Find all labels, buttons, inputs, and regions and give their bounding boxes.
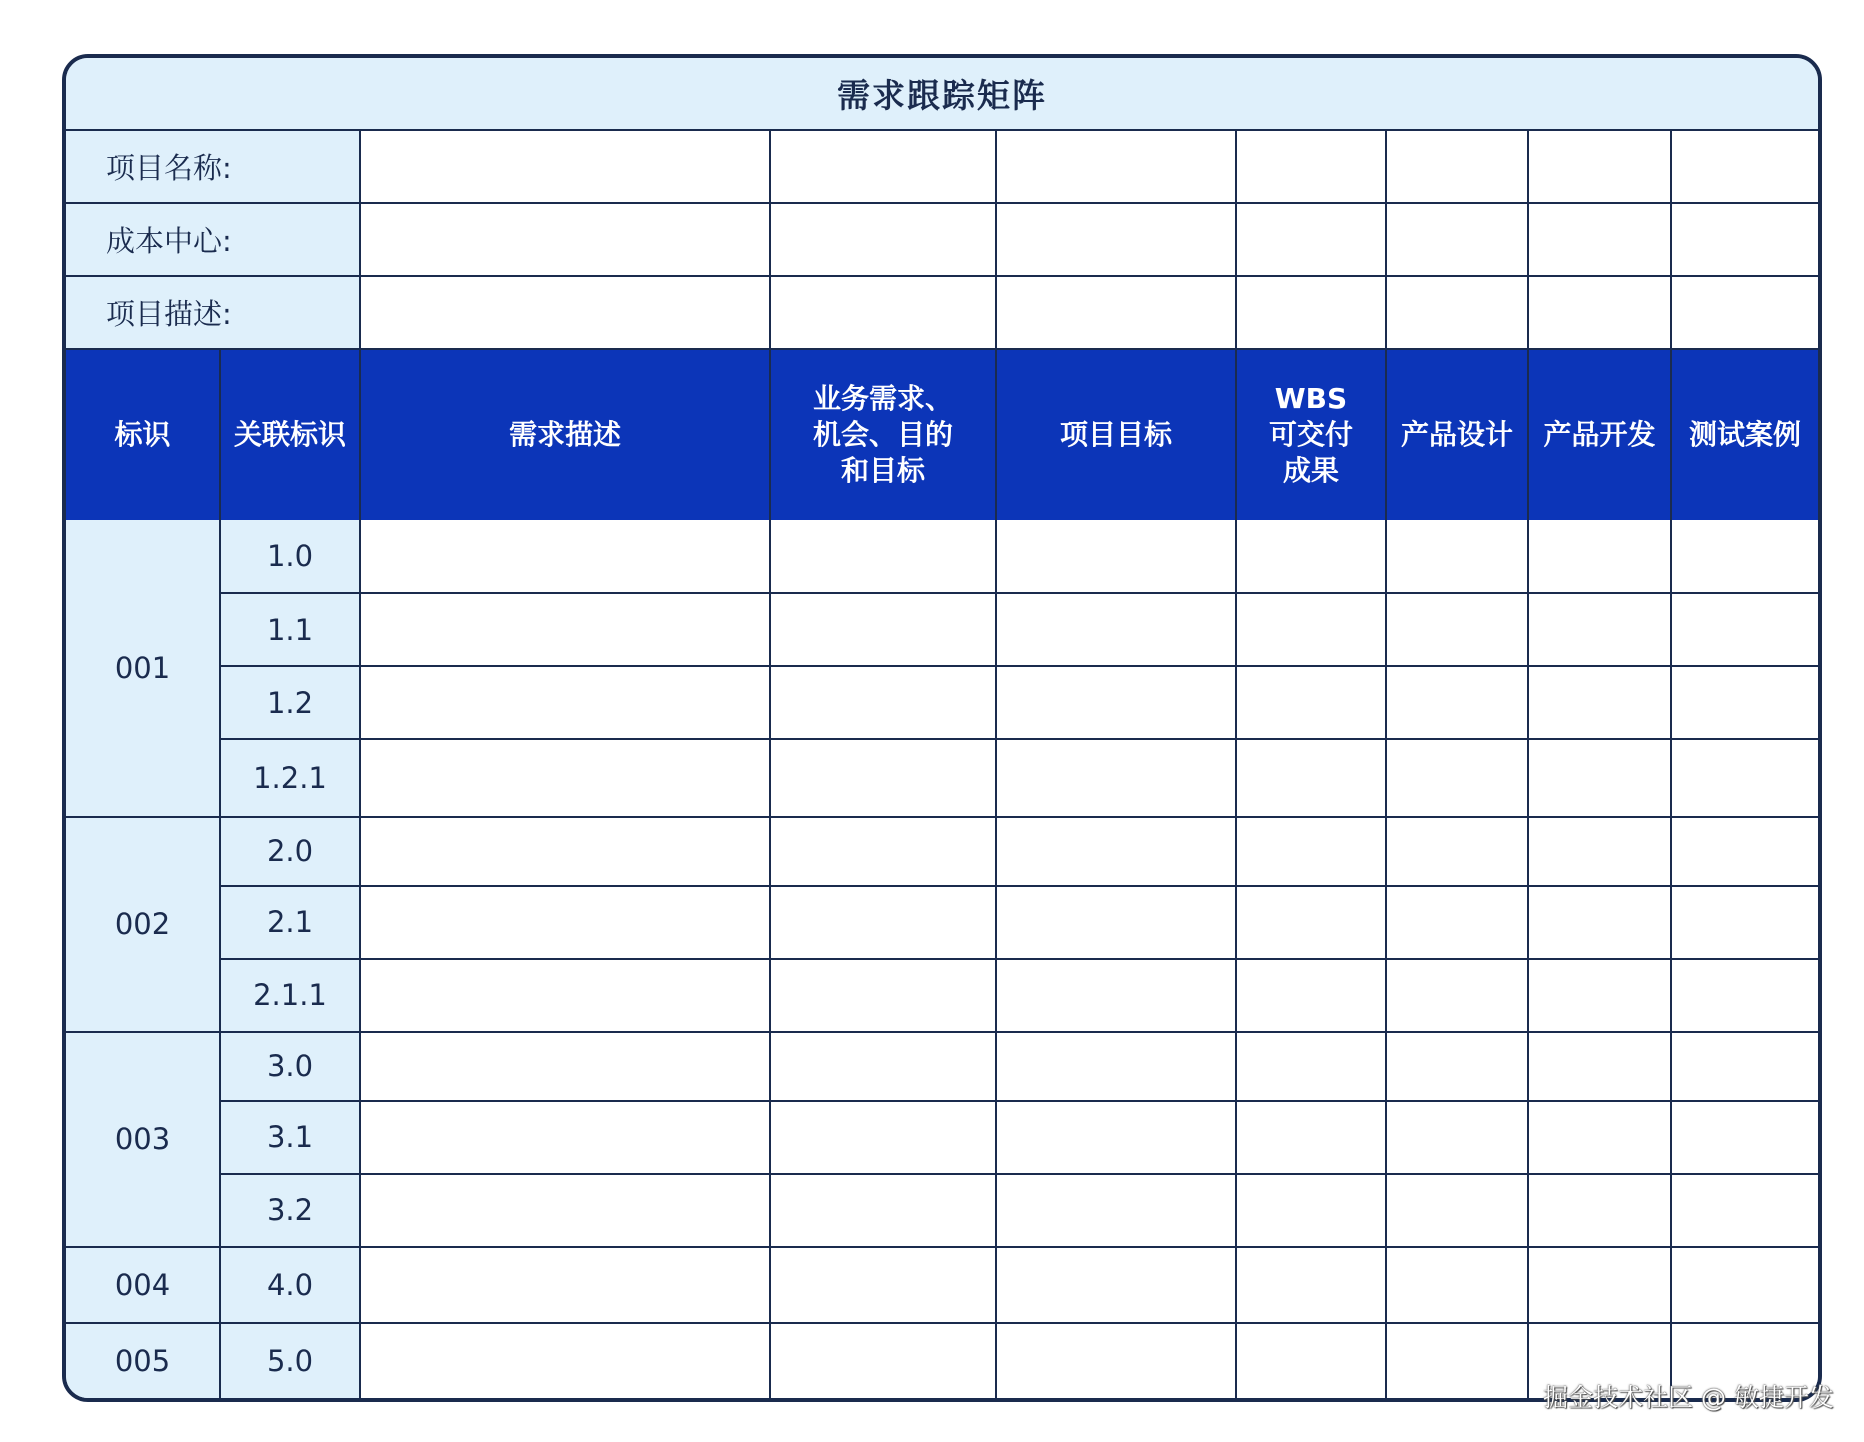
table-cell[interactable] (1236, 1174, 1386, 1247)
table-cell[interactable] (1386, 666, 1528, 739)
table-cell[interactable] (996, 593, 1236, 666)
table-cell[interactable] (1386, 593, 1528, 666)
table-cell[interactable] (1236, 1247, 1386, 1323)
meta-value-cell[interactable] (1386, 203, 1528, 276)
related-id: 2.0 (220, 817, 360, 886)
table-cell[interactable] (996, 1323, 1236, 1398)
table-row (66, 1101, 1818, 1174)
header-requirement-description: 需求描述 (360, 349, 770, 520)
table-cell[interactable] (770, 1032, 996, 1101)
table-row (66, 817, 1818, 886)
table-cell[interactable] (1671, 959, 1818, 1032)
header-business-need-line: 业务需求、 (812, 382, 953, 416)
table-cell[interactable] (1528, 593, 1671, 666)
table-cell[interactable] (1671, 1101, 1818, 1174)
table-row (66, 1247, 1818, 1323)
table-cell[interactable] (1671, 886, 1818, 959)
related-id: 2.1.1 (220, 959, 360, 1032)
table-cell[interactable] (360, 817, 770, 886)
table-cell[interactable] (1528, 959, 1671, 1032)
table-cell[interactable] (1236, 1032, 1386, 1101)
header-wbs-deliverables (1236, 349, 1386, 520)
table-cell[interactable] (1386, 520, 1528, 593)
meta-row-project-name (66, 130, 1818, 203)
meta-value-cell[interactable] (1671, 276, 1818, 349)
meta-row-cost-center (66, 203, 1818, 276)
table-cell[interactable] (1671, 666, 1818, 739)
table-cell[interactable] (996, 1032, 1236, 1101)
table-cell[interactable] (360, 1101, 770, 1174)
meta-value-cell[interactable] (1386, 130, 1528, 203)
table-cell[interactable] (770, 1101, 996, 1174)
watermark: 掘金技术社区 @ 敏捷开发 (1543, 1383, 1834, 1412)
table-cell[interactable] (996, 520, 1236, 593)
meta-value-cell[interactable] (770, 276, 996, 349)
table-cell[interactable] (1671, 1247, 1818, 1323)
related-id: 1.0 (220, 520, 360, 593)
meta-value-cell[interactable] (1528, 276, 1671, 349)
meta-value-cell[interactable] (1528, 203, 1671, 276)
table-cell[interactable] (770, 1323, 996, 1398)
table-cell[interactable] (360, 1323, 770, 1398)
meta-value-cell[interactable] (360, 203, 770, 276)
header-wbs-line: 可交付 (1268, 418, 1353, 452)
table-cell[interactable] (770, 817, 996, 886)
meta-value-cell[interactable] (996, 276, 1236, 349)
table-cell[interactable] (360, 959, 770, 1032)
table-cell[interactable] (1528, 520, 1671, 593)
header-test-cases: 测试案例 (1671, 349, 1818, 520)
requirement-id: 001 (66, 520, 220, 816)
related-id: 1.2 (220, 666, 360, 739)
table-cell[interactable] (1386, 1247, 1528, 1323)
table-cell[interactable] (1236, 520, 1386, 593)
table-cell[interactable] (1236, 593, 1386, 666)
related-id: 4.0 (220, 1247, 360, 1323)
requirements-traceability-matrix (62, 54, 1822, 1402)
table-cell[interactable] (1386, 1101, 1528, 1174)
related-id: 3.1 (220, 1101, 360, 1174)
table-cell[interactable] (360, 666, 770, 739)
meta-value-cell[interactable] (360, 276, 770, 349)
requirement-id: 003 (66, 1032, 220, 1247)
table-cell[interactable] (1236, 817, 1386, 886)
table-cell[interactable] (1528, 739, 1671, 816)
table-cell[interactable] (1528, 1247, 1671, 1323)
meta-value-cell[interactable] (1386, 276, 1528, 349)
meta-value-cell[interactable] (1236, 276, 1386, 349)
related-id: 3.0 (220, 1032, 360, 1101)
related-id: 2.1 (220, 886, 360, 959)
table-cell[interactable] (1671, 817, 1818, 886)
table-cell[interactable] (1671, 1032, 1818, 1101)
meta-value-cell[interactable] (1236, 130, 1386, 203)
table-cell[interactable] (360, 739, 770, 816)
table-cell[interactable] (1386, 959, 1528, 1032)
table-cell[interactable] (1386, 1323, 1528, 1398)
meta-label-cost-center: 成本中心: (66, 203, 360, 276)
related-id: 3.2 (220, 1174, 360, 1247)
table-cell[interactable] (770, 959, 996, 1032)
table-cell[interactable] (1236, 739, 1386, 816)
table-cell[interactable] (996, 1247, 1236, 1323)
meta-label-project-name: 项目名称: (66, 130, 360, 203)
table-cell[interactable] (360, 1032, 770, 1101)
table-row (66, 739, 1818, 816)
table-cell[interactable] (996, 959, 1236, 1032)
header-product-design: 产品设计 (1386, 349, 1528, 520)
table-row (66, 1032, 1818, 1101)
table-cell[interactable] (1386, 1174, 1528, 1247)
table-cell[interactable] (360, 593, 770, 666)
table-cell[interactable] (1528, 886, 1671, 959)
table-cell[interactable] (1386, 817, 1528, 886)
related-id: 1.2.1 (220, 739, 360, 816)
meta-row-project-description (66, 276, 1818, 349)
table-cell[interactable] (996, 1174, 1236, 1247)
table-cell[interactable] (996, 886, 1236, 959)
table-cell[interactable] (1528, 1032, 1671, 1101)
meta-value-cell[interactable] (1528, 130, 1671, 203)
meta-value-cell[interactable] (360, 130, 770, 203)
table-cell[interactable] (1386, 1032, 1528, 1101)
header-product-development: 产品开发 (1528, 349, 1671, 520)
table-cell[interactable] (996, 1101, 1236, 1174)
table-cell[interactable] (1236, 1101, 1386, 1174)
table-cell[interactable] (1386, 739, 1528, 816)
meta-label-project-description: 项目描述: (66, 276, 360, 349)
table-row (66, 520, 1818, 593)
table-cell[interactable] (360, 1247, 770, 1323)
table-cell[interactable] (996, 739, 1236, 816)
header-id: 标识 (66, 349, 220, 520)
meta-value-cell[interactable] (1236, 203, 1386, 276)
table-cell[interactable] (1528, 666, 1671, 739)
meta-value-cell[interactable] (770, 203, 996, 276)
meta-value-cell[interactable] (1671, 130, 1818, 203)
table-cell[interactable] (1386, 886, 1528, 959)
meta-value-cell[interactable] (996, 203, 1236, 276)
requirement-rows (66, 520, 1818, 1398)
matrix-table (66, 58, 1818, 1398)
table-cell[interactable] (1236, 666, 1386, 739)
table-cell[interactable] (770, 593, 996, 666)
table-row (66, 666, 1818, 739)
table-cell[interactable] (360, 886, 770, 959)
table-cell[interactable] (1236, 1323, 1386, 1398)
table-cell[interactable] (1528, 1174, 1671, 1247)
table-cell[interactable] (996, 666, 1236, 739)
table-cell[interactable] (770, 1247, 996, 1323)
table-cell[interactable] (996, 817, 1236, 886)
related-id: 5.0 (220, 1323, 360, 1398)
header-wbs-line: 成果 (1282, 454, 1339, 488)
requirement-id: 004 (66, 1247, 220, 1323)
table-cell[interactable] (1671, 739, 1818, 816)
requirement-id: 002 (66, 817, 220, 1032)
table-cell[interactable] (770, 520, 996, 593)
table-cell[interactable] (770, 666, 996, 739)
table-row (66, 593, 1818, 666)
header-business-need-line: 机会、目的 (812, 418, 953, 452)
header-project-goal: 项目目标 (996, 349, 1236, 520)
table-cell[interactable] (360, 520, 770, 593)
table-cell[interactable] (1528, 1101, 1671, 1174)
table-row (66, 959, 1818, 1032)
meta-value-cell[interactable] (996, 130, 1236, 203)
table-cell[interactable] (1671, 1174, 1818, 1247)
table-cell[interactable] (1671, 520, 1818, 593)
table-cell[interactable] (360, 1174, 770, 1247)
related-id: 1.1 (220, 593, 360, 666)
table-row (66, 1174, 1818, 1247)
table-cell[interactable] (770, 886, 996, 959)
table-row (66, 886, 1818, 959)
column-header-row (66, 349, 1818, 520)
requirement-id: 005 (66, 1323, 220, 1398)
table-cell[interactable] (1671, 593, 1818, 666)
table-cell[interactable] (1236, 959, 1386, 1032)
header-related-id: 关联标识 (220, 349, 360, 520)
table-cell[interactable] (770, 1174, 996, 1247)
meta-value-cell[interactable] (1671, 203, 1818, 276)
meta-value-cell[interactable] (770, 130, 996, 203)
table-cell[interactable] (770, 739, 996, 816)
page-title: 需求跟踪矩阵 (66, 58, 1818, 130)
header-business-need-line: 和目标 (840, 454, 925, 488)
table-cell[interactable] (1236, 886, 1386, 959)
header-business-need (770, 349, 996, 520)
header-wbs-line: WBS (1274, 382, 1348, 416)
table-cell[interactable] (1528, 817, 1671, 886)
